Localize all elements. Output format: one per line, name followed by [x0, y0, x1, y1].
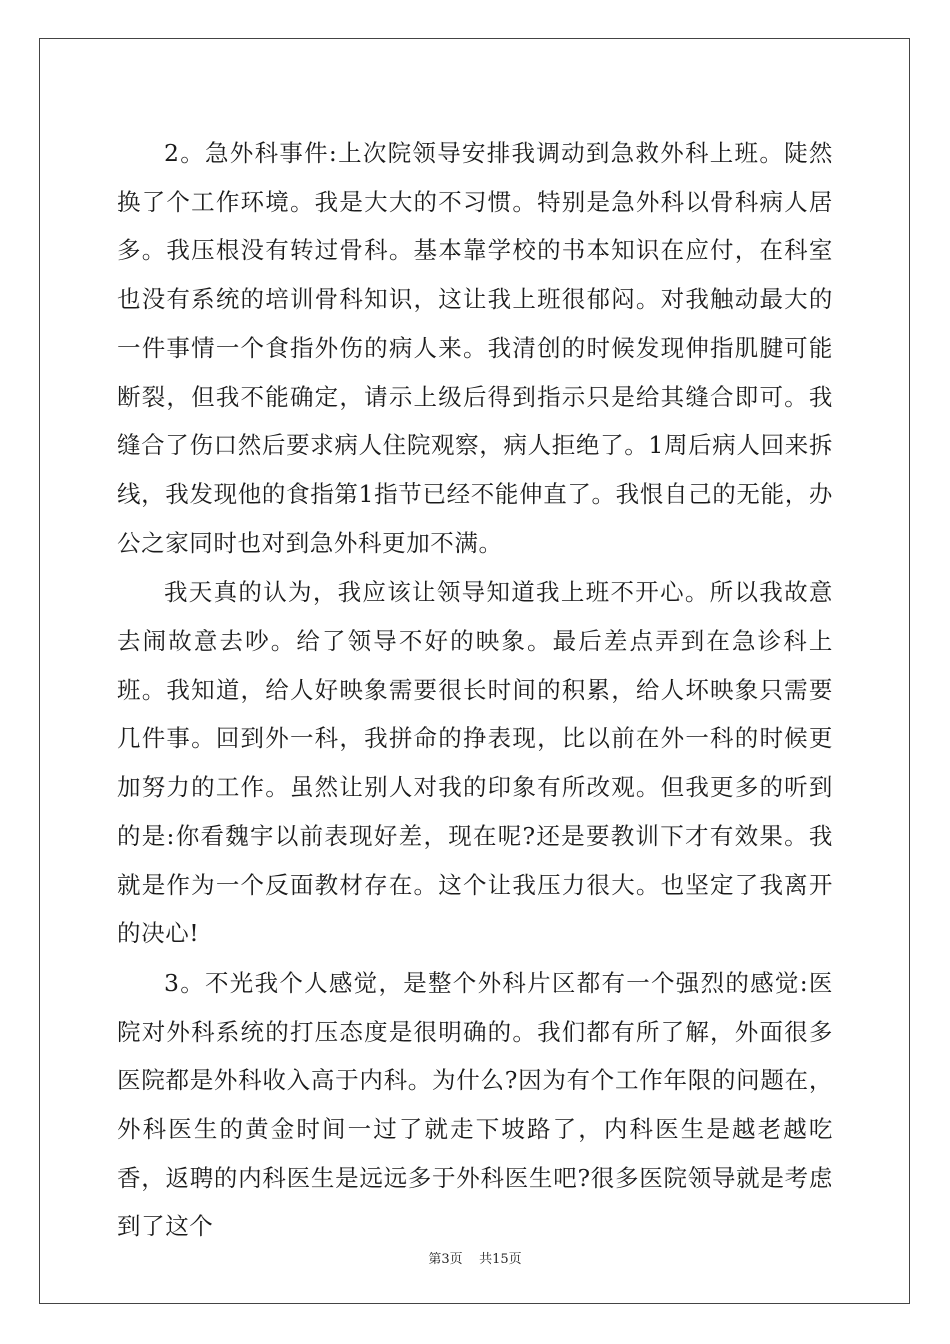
paragraph: 2。急外科事件:上次院领导安排我调动到急救外科上班。陡然换了个工作环境。我是大大的不习惯。特别是急外科以骨科病人居多。我压根没有转过骨科。基本靠学校的书本知识在应付，在科室也没有系统的培训骨科知识，这让我上班很郁闷。对我触动最大的一件事情一个食指外伤的病人来。我清创的时候发现伸指肌腱可能断裂，但我不能确定，请示上级后得到指示只是给其缝合即可。我缝合了伤口然后要求病人住院观察，病人拒绝了。1周后病人回来拆线，我发现他的食指第1指节已经不能伸直了。我恨自己的无能，办公之家同时也对到急外科更加不满。 — [117, 139, 833, 557]
document-body — [117, 129, 833, 1251]
page-footer — [0, 1248, 950, 1267]
page-number-current: 第3页 — [428, 1252, 463, 1267]
page-number-total: 共15页 — [479, 1252, 522, 1267]
paragraph: 3。不光我个人感觉，是整个外科片区都有一个强烈的感觉:医院对外科系统的打压态度是很明确的。我们都有所了解，外面很多医院都是外科收入高于内科。为什么?因为有个工作年限的问题在，外科医生的黄金时间一过了就走下坡路了，内科医生是越老越吃香，返聘的内科医生是远远多于外科医生吧?很多医院领导就是考虑到了这个 — [117, 968, 833, 1241]
paragraph: 我天真的认为，我应该让领导知道我上班不开心。所以我故意去闹故意去吵。给了领导不好的映象。最后差点弄到在急诊科上班。我知道，给人好映象需要很长时间的积累，给人坏映象只需要几件事。回到外一科，我拼命的挣表现，比以前在外一科的时候更加努力的工作。虽然让别人对我的印象有所改观。但我更多的听到的是:你看魏宇以前表现好差，现在呢?还是要教训下才有效果。我就是作为一个反面教材存在。这个让我压力很大。也坚定了我离开的决心! — [117, 578, 833, 948]
